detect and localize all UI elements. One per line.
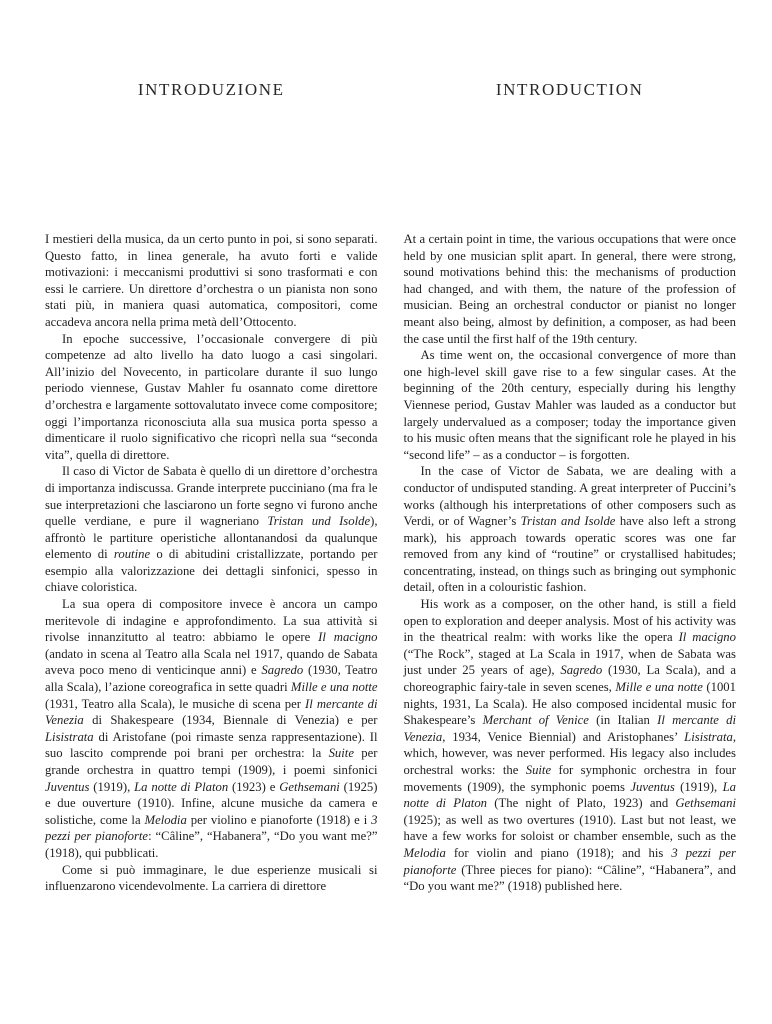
paragraph: As time went on, the occasional convergence of more than one high-level skill gave rise to a few singular cases. At the beginning of the 20th century, especially during his lengthy Viennese period, Gustav Mahler was lauded as a conductor but largely undervalued as a composer; today the importance given to his music often means that the significant role he played in his “second life” – as a conductor – is forgotten.: [403, 348, 736, 462]
paragraph: La sua opera di compositore invece è ancora un campo meritevole di indagine e approfondimento. La sua attività si rivolse innanzitutto al teatro: abbiamo le opere Il macigno (andato in scena al Teatro alla Scala nel 1917, quando de Sabata aveva poco meno di venticinque anni) e Sagredo (1930, Teatro alla Scala), l’azione coreografica in sette quadri Mille e una notte (1931, Teatro alla Scala), le musiche di scena per Il mercante di Venezia di Shakespeare (1934, Biennale di Venezia) e per Lisistrata di Aristofane (poi rimaste senza rappresentazione). Il suo lascito comprende poi brani per orchestra: la Suite per grande orchestra in quattro tempi (1909), i poemi sinfonici Juventus (1919), La notte di Platon (1923) e Gethsemani (1925) e due ouverture (1910). Infine, alcune musiche da camera e solistiche, come la Melodia per violino e pianoforte (1918) e i 3 pezzi per pianoforte: “Câline”, “Habanera”, “Do you want me?” (1918), qui pubblicati.: [45, 597, 378, 860]
paragraph: Come si può immaginare, le due esperienze musicali si influenzarono vicendevolmente. La carriera di direttore: [45, 862, 378, 894]
paragraph: In the case of Victor de Sabata, we are dealing with a conductor of undisputed standing. A great interpreter of Puccini’s works (although his interpretations of other composers such as Verdi, or of Wagner’s Tristan and Isolde have also left a strong mark), his approach towards operatic scores was one far removed from any kind of “routine” or crystallised habitudes; concentrating, instead, on things such as bringing out symphonic detail, often in a colouristic fashion.: [403, 464, 736, 595]
english-column: [404, 80, 737, 1024]
paragraph: I mestieri della musica, da un certo punto in poi, si sono separati. Questo fatto, in linea generale, ha avuto forti e valide motivazioni: i meccanismi produttivi si sono trasformati e con essi le carriere. Un direttore d’orchestra o un pianista non sono stati più, in maniera quasi automatica, compositori, come accadeva ancora nella prima metà dell’Ottocento.: [45, 232, 378, 329]
paragraph: His work as a composer, on the other hand, is still a field open to exploration and deeper analysis. Most of his activity was in the theatrical realm: with works like the opera Il macigno (“The Rock”, staged at La Scala in 1917, when de Sabata was just under 25 years of age), Sagredo (1930, La Scala), and a choreographic fairy-tale in seven scenes, Mille e una notte (1001 nights, 1931, La Scala). He also composed incidental music for Shakespeare’s Merchant of Venice (in Italian Il mercante di Venezia, 1934, Venice Biennial) and Aristophanes’ Lisistrata, which, however, was never performed. His legacy also includes orchestral works: the Suite for symphonic orchestra in four movements (1909), the symphonic poems Juventus (1919), La notte di Platon (The night of Plato, 1923) and Gethsemani (1925); as well as two overtures (1910). Last but not least, we have a few works for soloist or chamber ensemble, such as the Melodia for violin and piano (1918); and his 3 pezzi per pianoforte (Three pieces for piano): “Câline”, “Habanera”, and “Do you want me?” (1918) published here.: [403, 597, 736, 894]
italian-text-body: [45, 231, 378, 895]
paragraph: In epoche successive, l’occasionale convergere di più competenze ad alto livello ha dato luogo a casi singolari. All’inizio del Novecento, in particolare durante il suo lungo periodo viennese, Gustav Mahler fu osannato come direttore d’orchestra e largamente sottovalutato invece come compositore; oggi l’importanza riconosciuta alla sua musica porta spesso a dimenticare il ruolo significativo che ricoprì nella sua “seconda vita”, quella di direttore.: [45, 331, 378, 462]
italian-column: [45, 80, 378, 1024]
paragraph: Il caso di Victor de Sabata è quello di un direttore d’orchestra di importanza indiscussa. Grande interprete pucciniano (ma fra le sue interpretazioni che lasciarono un forte segno vi furono anche quelle verdiane, e pure il wagneriano Tristan und Isolde), affrontò le partiture operistiche allontanandosi da qualunque elemento di routine o di abitudini cristallizzate, portando per esempio alla valorizzazione dei dettagli sinfonici, spesso in chiave coloristica.: [45, 464, 378, 595]
paragraph: At a certain point in time, the various occupations that were once held by one musician split apart. In general, there were strong, sound motivations behind this: the mechanisms of production had changed, and with them, the nature of the profession of musician. Being an orchestral conductor or pianist no longer meant also being, almost by definition, a composer, as had been the case until the first half of the 19th century.: [403, 232, 736, 346]
heading-italian: INTRODUZIONE: [137, 80, 285, 99]
english-text-body: [404, 231, 737, 895]
heading-english: INTRODUCTION: [495, 80, 644, 99]
